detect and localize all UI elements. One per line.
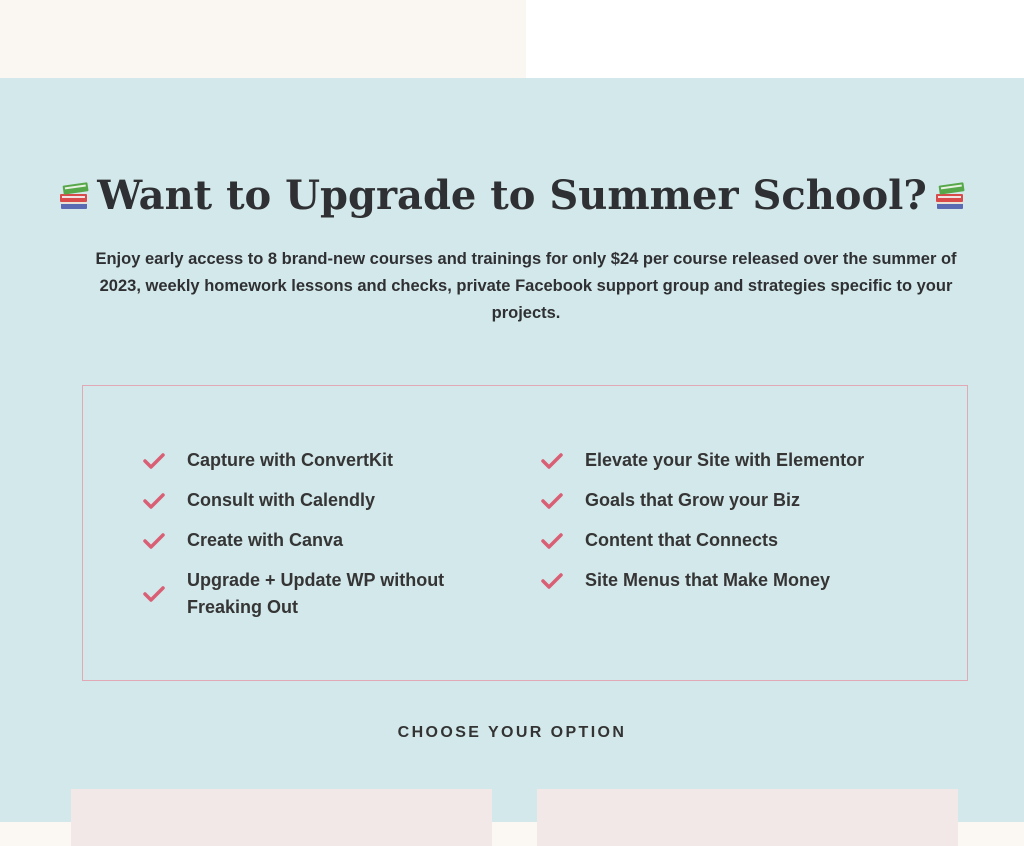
feature-item: Upgrade + Update WP without Freaking Out [187,570,445,617]
feature-item: Elevate your Site with Elementor [585,450,865,470]
feature-item: Site Menus that Make Money [585,570,831,590]
books-icon [57,178,91,212]
check-icon [143,532,165,550]
check-icon [541,572,563,590]
feature-item: Create with Canva [187,530,344,550]
option-card-right[interactable] [537,789,958,846]
option-card-left[interactable] [71,789,492,846]
top-left-section [0,0,526,78]
check-icon [143,452,165,470]
check-icon [143,585,165,603]
check-icon [541,492,563,510]
feature-item: Capture with ConvertKit [187,450,394,470]
page-title [0,168,1024,224]
page-title-text: Want to Upgrade to Summer School? [97,172,927,219]
check-icon [541,452,563,470]
check-icon [541,532,563,550]
check-icon [143,492,165,510]
feature-item: Goals that Grow your Biz [585,490,801,510]
feature-item: Consult with Calendly [187,490,376,510]
feature-item: Content that Connects [585,530,778,550]
choose-option-heading: CHOOSE YOUR OPTION [397,724,627,741]
top-right-section [526,0,1024,78]
intro-text: Enjoy early access to 8 brand-new courses and trainings for only $24 per course released over the summer of 2023, weekly homework lessons and checks, private Facebook support group and strategies specific to your projects. [95,250,957,322]
books-icon [933,178,967,212]
